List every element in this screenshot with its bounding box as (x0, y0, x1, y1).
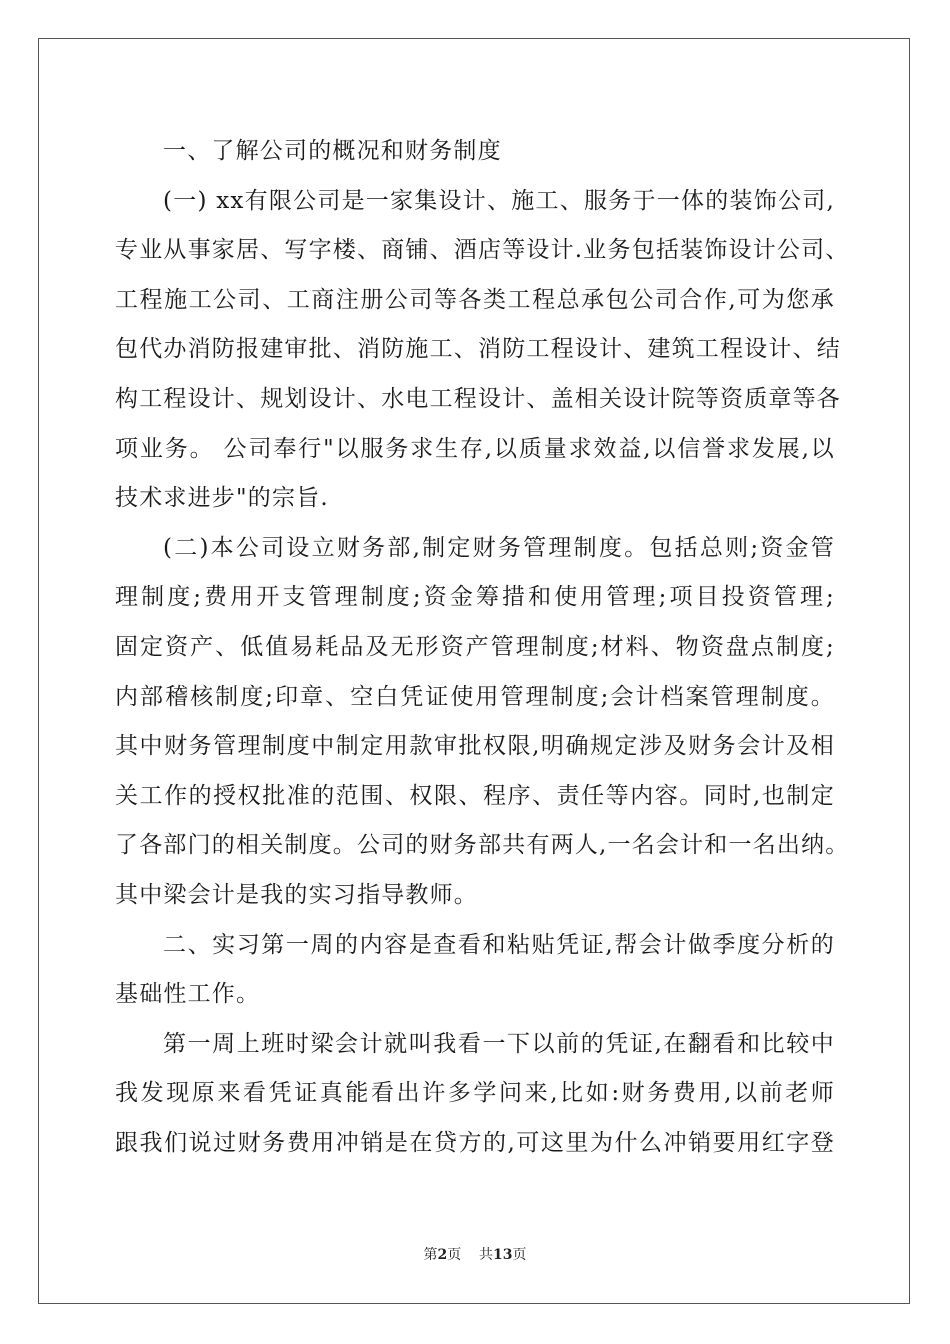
text-line: 内部稽核制度;印章、空白凭证使用管理制度;会计档案管理制度。 (115, 683, 835, 710)
text-line: 其中梁会计是我的实习指导教师。 (115, 881, 478, 908)
document-body (115, 131, 850, 1172)
total-pages: 13 (493, 1247, 513, 1263)
text-line: 二、实习第一周的内容是查看和粘贴凭证,帮会计做季度分析的 (163, 931, 835, 958)
page-footer (0, 1244, 950, 1264)
text-line: 包代办消防报建审批、消防施工、消防工程设计、建筑工程设计、结 (115, 336, 841, 363)
text-line: 其中财务管理制度中制定用款审批权限,明确规定涉及财务会计及相 (115, 733, 835, 760)
text-line: 第一周上班时梁会计就叫我看一下以前的凭证,在翻看和比较中 (163, 1030, 835, 1057)
text-line: 工程施工公司、工商注册公司等各类工程总承包公司合作,可为您承 (115, 286, 835, 313)
text-line: 构工程设计、规划设计、水电工程设计、盖相关设计院等资质章等各 (115, 385, 841, 412)
text-line: 技术求进步"的宗旨. (115, 485, 329, 512)
total-prefix: 共 (479, 1247, 494, 1263)
page-prefix: 第 (423, 1247, 438, 1263)
text-line: 一、了解公司的概况和财务制度 (163, 138, 502, 164)
text-line: 固定资产、低值易耗品及无形资产管理制度;材料、物资盘点制度; (115, 633, 835, 660)
text-line: 关工作的授权批准的范围、权限、程序、责任等内容。同时,也制定 (115, 782, 835, 809)
text-line: 理制度;费用开支管理制度;资金筹措和使用管理;项目投资管理; (115, 584, 835, 611)
text-line: 了各部门的相关制度。公司的财务部共有两人,一名会计和一名出纳。 (115, 832, 850, 859)
total-suffix: 页 (512, 1247, 527, 1263)
page-number: 2 (437, 1247, 448, 1263)
text-line: 我发现原来看凭证真能看出许多学问来,比如:财务费用,以前老师 (115, 1080, 835, 1107)
text-line: 基础性工作。 (115, 981, 261, 1008)
text-line: 专业从事家居、写字楼、商铺、酒店等设计.业务包括装饰设计公司、 (115, 237, 850, 264)
text-line: 跟我们说过财务费用冲销是在贷方的,可这里为什么冲销要用红字登 (115, 1129, 835, 1156)
text-line: 项业务。 公司奉行"以服务求生存,以质量求效益,以信誉求发展,以 (115, 435, 835, 462)
text-line: (一) xx有限公司是一家集设计、施工、服务于一体的装饰公司, (163, 187, 835, 214)
text-line: (二)本公司设立财务部,制定财务管理制度。包括总则;资金管 (163, 534, 835, 561)
page-suffix: 页 (447, 1247, 462, 1263)
